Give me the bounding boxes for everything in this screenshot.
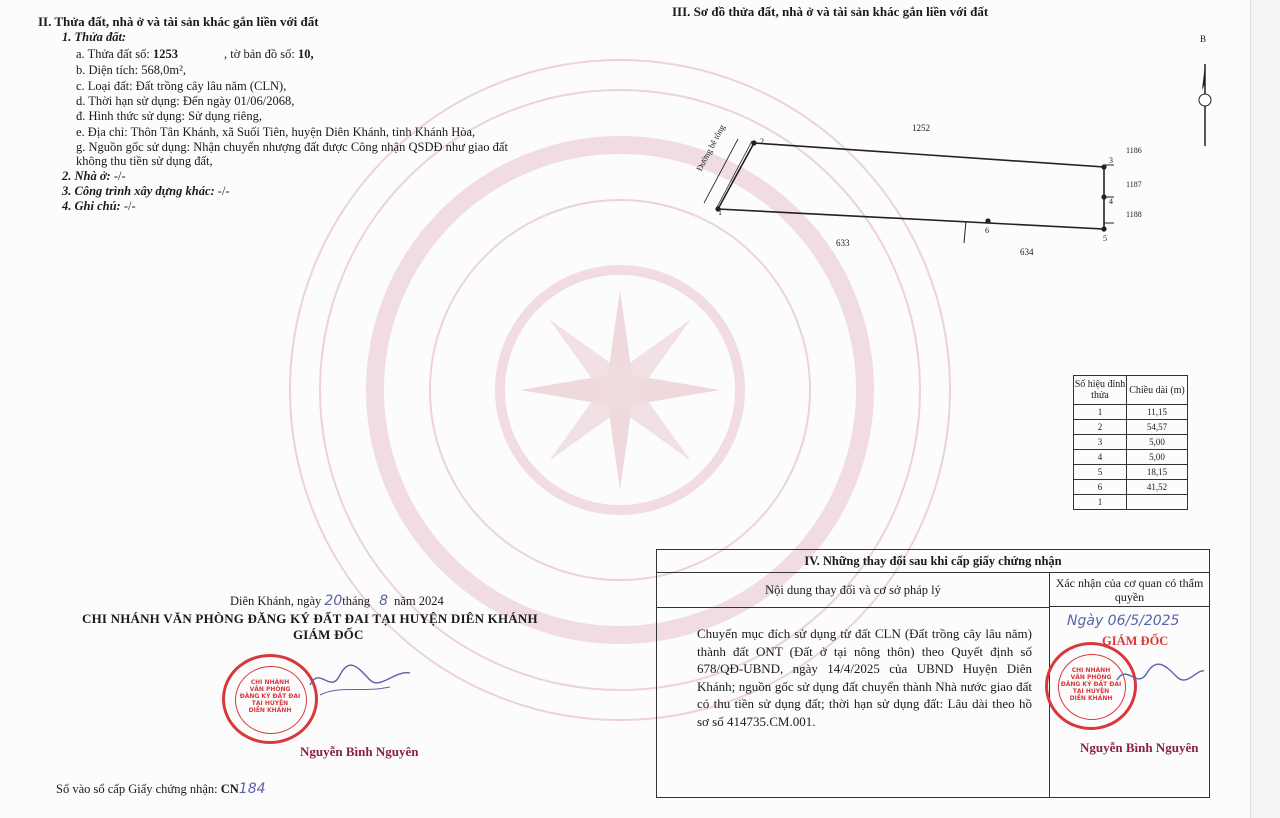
- neighbor-bottom-left: 633: [836, 238, 850, 248]
- changes-table: [656, 549, 1210, 798]
- neighbor-top: 1252: [912, 123, 930, 133]
- table-row: [1074, 450, 1188, 465]
- table-header-length: Chiều dài (m): [1127, 376, 1188, 405]
- parcel-number: 1253: [153, 47, 179, 61]
- table-cell: [1127, 495, 1188, 510]
- point-label-2: 2: [760, 137, 764, 146]
- note-label: 4. Ghi chú:: [62, 199, 121, 213]
- signing-date: [230, 593, 444, 609]
- table-cell: 2: [1074, 420, 1127, 435]
- point-label-6: 6: [985, 226, 989, 235]
- changes-content-text: Chuyển mục đích sử dụng từ đất CLN (Đất trồng cây lâu năm) thành đất ONT (Đất ở tại nông thôn) theo Quyết định số 678/QĐ-UBND, ngày 14/4/2025 của UBND Huyện Diên Khánh; nguồn gốc sử dụng đất chuyển thành Nhà nước giao đất có thu tiền sử dụng đất; thời hạn sử dụng đất: Lâu dài theo hồ sơ số 414735.CM.001.: [697, 626, 1032, 729]
- north-letter: B: [1200, 34, 1207, 44]
- table-cell: 1: [1074, 495, 1127, 510]
- note-value: -/-: [120, 199, 136, 213]
- term-line: d. Thời hạn sử dụng: Đến ngày 01/06/2068,: [76, 94, 295, 108]
- point-label-1: 1: [718, 208, 722, 217]
- certificate-registry-number: [56, 782, 266, 797]
- signing-place: Diên Khánh, ngày: [230, 594, 325, 608]
- neighbor-right-1: 1186: [1126, 146, 1142, 155]
- section-4-title: IV. Những thay đổi sau khi cấp giấy chứng nhận: [657, 550, 1209, 573]
- confirm-signature-mark: [1112, 655, 1207, 705]
- note-line: [62, 199, 136, 214]
- signing-year: năm 2024: [394, 594, 444, 608]
- table-row: [1074, 480, 1188, 495]
- registry-hand-number: 184: [238, 781, 266, 797]
- point-label-3: 3: [1109, 156, 1113, 165]
- house-line: [62, 169, 126, 184]
- construction-line: [62, 184, 230, 199]
- parcel-diagram: [690, 122, 1140, 265]
- table-cell: 11,15: [1127, 405, 1188, 420]
- house-value: -/-: [110, 169, 126, 183]
- table-cell: 5,00: [1127, 435, 1188, 450]
- table-cell: 5: [1074, 465, 1127, 480]
- signature-mark: [300, 655, 420, 715]
- area-line: b. Diện tích: 568,0m²,: [76, 63, 186, 77]
- stamp-text: CHI NHÁNH VĂN PHÒNG ĐĂNG KÝ ĐẤT ĐAI TẠI HUYỆN DIÊN KHÁNH: [239, 679, 301, 714]
- point-label-5: 5: [1103, 234, 1107, 243]
- table-header-point: Số hiệu đỉnh thửa: [1074, 376, 1127, 405]
- house-label: 2. Nhà ở:: [62, 169, 111, 183]
- signing-day: 20: [324, 593, 343, 609]
- neighbor-right-3: 1188: [1126, 210, 1142, 219]
- registry-label: Số vào sổ cấp Giấy chứng nhận:: [56, 782, 221, 796]
- origin-line-1: g. Nguồn gốc sử dụng: Nhận chuyển nhượng đất được Công nhận QSDĐ như giao đất: [76, 140, 508, 154]
- land-type-line: c. Loại đất: Đất trồng cây lâu năm (CLN),: [76, 79, 287, 93]
- confirm-position: GIÁM ĐỐC: [1102, 634, 1169, 648]
- edge-length-table: [1073, 375, 1188, 510]
- confirm-stamp-text: CHI NHÁNH VĂN PHÒNG ĐĂNG KÝ ĐẤT ĐAI TẠI HUYỆN DIÊN KHÁNH: [1060, 667, 1122, 702]
- table-cell: 4: [1074, 450, 1127, 465]
- table-row: [1074, 405, 1188, 420]
- section-2-title: II. Thửa đất, nhà ở và tài sản khác gắn liền với đất: [38, 14, 319, 29]
- map-sheet-prefix: , tờ bản đồ số:: [224, 47, 298, 61]
- table-row: [1074, 495, 1188, 510]
- signing-month-label: tháng: [342, 594, 374, 608]
- table-row: [1074, 435, 1188, 450]
- usage-form-line: đ. Hình thức sử dụng: Sử dụng riêng,: [76, 109, 262, 123]
- registry-code: CN: [220, 782, 239, 796]
- road-label: Đường bê tông: [694, 122, 727, 173]
- changes-confirm-header: Xác nhận của cơ quan có thẩm quyền: [1050, 573, 1209, 607]
- table-cell: 6: [1074, 480, 1127, 495]
- table-cell: 41,52: [1127, 480, 1188, 495]
- signing-month: 8: [379, 593, 389, 609]
- table-row: [1074, 420, 1188, 435]
- parcel-number-prefix: a. Thửa đất số:: [76, 47, 154, 61]
- table-cell: 1: [1074, 405, 1127, 420]
- confirm-signer-name: Nguyễn Bình Nguyên: [1080, 740, 1199, 755]
- section-3-title: III. Sơ đồ thửa đất, nhà ở và tài sản khác gắn liền với đất: [672, 4, 989, 19]
- changes-content-header: Nội dung thay đổi và cơ sở pháp lý: [657, 573, 1050, 608]
- parcel-number-line: [76, 47, 314, 62]
- table-cell: 5,00: [1127, 450, 1188, 465]
- table-cell: 54,57: [1127, 420, 1188, 435]
- table-cell: 18,15: [1127, 465, 1188, 480]
- map-sheet-number: 10,: [297, 47, 314, 61]
- address-line: e. Địa chỉ: Thôn Tân Khánh, xã Suối Tiên, huyện Diên Khánh, tỉnh Khánh Hòa,: [76, 125, 476, 139]
- signer-name: Nguyễn Bình Nguyên: [300, 744, 419, 759]
- point-label-4: 4: [1109, 197, 1113, 206]
- table-cell: 3: [1074, 435, 1127, 450]
- changes-content-cell: [657, 608, 1050, 797]
- table-row: [1074, 465, 1188, 480]
- construction-label: 3. Công trình xây dựng khác:: [62, 184, 215, 198]
- origin-line-2: không thu tiền sử dụng đất,: [76, 154, 213, 168]
- north-arrow-icon: [1194, 60, 1218, 150]
- signer-position: GIÁM ĐỐC: [293, 627, 364, 642]
- neighbor-right-2: 1187: [1126, 180, 1142, 189]
- confirm-date: Ngày 06/5/2025: [1067, 613, 1180, 629]
- construction-value: -/-: [214, 184, 230, 198]
- issuing-office: CHI NHÁNH VĂN PHÒNG ĐĂNG KÝ ĐẤT ĐAI TẠI HUYỆN DIÊN KHÁNH: [82, 611, 538, 626]
- parcel-heading: 1. Thửa đất:: [62, 30, 127, 44]
- neighbor-bottom-right: 634: [1020, 247, 1034, 257]
